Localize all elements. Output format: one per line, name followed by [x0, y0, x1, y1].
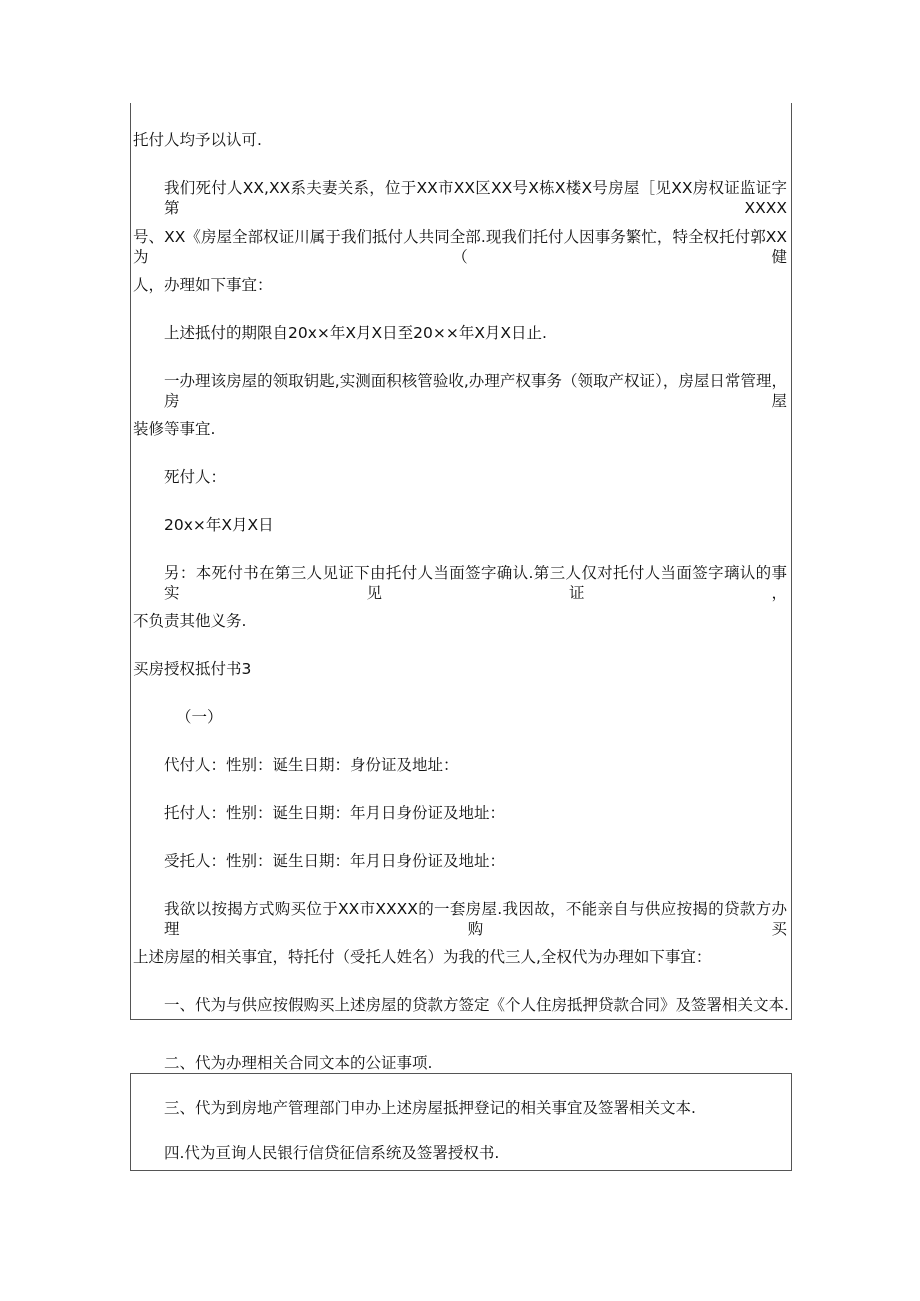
text-line: 我们死付人XX,XX系夫妻关系，位于XX市XX区XX号X栋X楼X号房屋［见XX房权证监证字第XXXX: [164, 179, 787, 217]
text-line: 上述房屋的相关事宜，特托付（受托人姓名）为我的代三人,全权代为办理如下事宜：: [133, 948, 712, 966]
list-item: 一、代为与供应按假购买上述房屋的贷款方签定《个人住房抵押贷款合同》及签署相关文本.: [164, 996, 789, 1014]
text-line: 另：本死付书在第三人见证下由托付人当面签字确认.第三人仅对托付人当面签字璃认的事实见证，: [164, 564, 787, 602]
text-line: 一办理该房屋的领取钥匙,实测面积核管验收,办理产权事务（领取产权证），房屋日常管理，房屋: [164, 372, 787, 410]
text-line: 装修等事宜.: [133, 420, 216, 438]
text-line: 号、XX《房屋全部权证川属于我们抵付人共同全部.现我们托付人因事务繁忙，特全权托付郭XX为（健: [133, 228, 787, 266]
text-line: 上述抵付的期限自20x×年X月X日至20××年X月X日止.: [164, 324, 547, 342]
text-line: 托付人：性别：诞生日期：年月日身份证及地址：: [164, 804, 506, 822]
section-title: 买房授权抵付书3: [133, 660, 252, 678]
signatory-label: 死付人：: [164, 468, 227, 486]
list-item: 二、代为办理相关合同文本的公证事项.: [164, 1054, 433, 1072]
text-line: 人，办理如下事宜：: [133, 276, 273, 294]
date-line: 20x×年X月X日: [164, 516, 274, 534]
list-item: 四.代为亘询人民银行信贷征信系统及签署授权书.: [164, 1144, 500, 1162]
text-line: 我欲以按揭方式购买位于XX市XXXX的一套房屋.我因故，不能亲自与供应按揭的贷款方办理购买: [164, 900, 787, 938]
list-item: 三、代为到房地产管理部门申办上述房屋抵押登记的相关事宜及签署相关文本.: [164, 1099, 696, 1117]
text-line: 不负责其他义务.: [133, 612, 247, 630]
text-line: 受托人：性别：诞生日期：年月日身份证及地址：: [164, 852, 506, 870]
subsection-marker: （一）: [176, 708, 223, 726]
text-line: 托付人均予以认可.: [133, 131, 262, 149]
text-line: 代付人：性别：诞生日期：身份证及地址：: [164, 756, 459, 774]
